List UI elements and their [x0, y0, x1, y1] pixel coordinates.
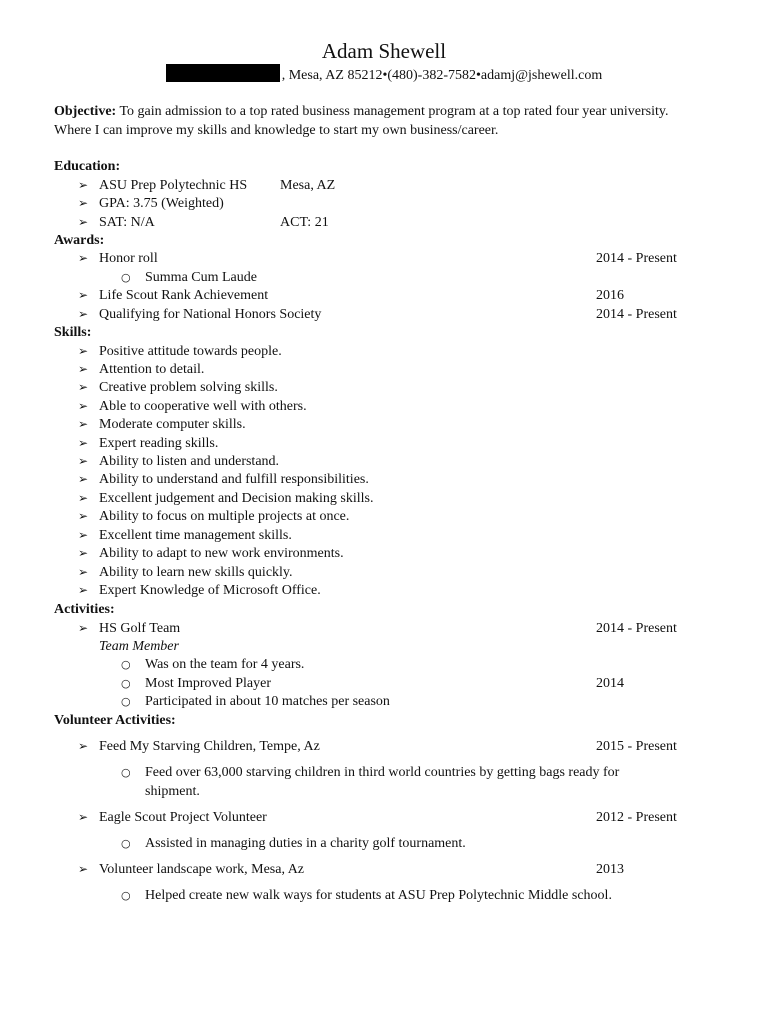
list-item: [0, 470, 768, 489]
redacted-address: [166, 64, 280, 82]
skill-text: Positive attitude towards people.: [99, 344, 282, 359]
list-item: [0, 674, 768, 693]
circle-bullet-icon: ○: [121, 271, 131, 284]
list-item: [0, 194, 768, 213]
skill-text: Ability to focus on multiple projects at once.: [99, 509, 350, 524]
arrow-bullet-icon: ➢: [78, 380, 89, 394]
volunteer-title: Volunteer landscape work, Mesa, Az: [99, 862, 305, 877]
arrow-bullet-icon: ➢: [78, 472, 89, 486]
list-item: [0, 415, 768, 434]
list-item: [0, 452, 768, 471]
skill-text: Ability to understand and fulfill responsibilities.: [99, 472, 369, 487]
arrow-bullet-icon: ➢: [78, 178, 89, 192]
arrow-bullet-icon: ➢: [78, 436, 89, 450]
list-item: [0, 342, 768, 361]
volunteer-title: Eagle Scout Project Volunteer: [99, 810, 267, 825]
education-gpa: GPA: 3.75 (Weighted): [99, 196, 224, 211]
objective-paragraph: [54, 102, 694, 140]
arrow-bullet-icon: ➢: [78, 288, 89, 302]
list-item: [0, 176, 768, 195]
circle-bullet-icon: ○: [121, 695, 131, 708]
circle-bullet-icon: ○: [121, 677, 131, 690]
education-school: ASU Prep Polytechnic HS: [99, 178, 248, 193]
education-heading: Education:: [54, 159, 121, 174]
list-item: [0, 763, 768, 799]
skill-text: Ability to learn new skills quickly.: [99, 565, 293, 580]
list-item: [0, 834, 768, 853]
circle-bullet-icon: ○: [121, 889, 131, 902]
contact-details: , Mesa, AZ 85212•(480)-382-7582•adamj@jshewell.com: [281, 68, 603, 83]
volunteer-date: 2012 - Present: [596, 810, 677, 825]
education-act: ACT: 21: [280, 215, 329, 230]
education-location: Mesa, AZ: [280, 178, 336, 193]
list-item: [0, 581, 768, 600]
skill-text: Attention to detail.: [99, 362, 205, 377]
list-item: [0, 886, 768, 905]
objective-text: To gain admission to a top rated business management program at a top rated four year university. Where I can improve my skills and knowledge to start my own business/career.: [54, 104, 669, 138]
skill-text: Moderate computer skills.: [99, 417, 246, 432]
candidate-name: Adam Shewell: [321, 39, 447, 63]
list-item: [0, 619, 768, 638]
volunteer-description: Helped create new walk ways for students at ASU Prep Polytechnic Middle school.: [145, 888, 612, 903]
list-item: [0, 489, 768, 508]
list-item: [0, 526, 768, 545]
activity-subitem: Was on the team for 4 years.: [145, 657, 305, 672]
activity-subitem: Most Improved Player: [145, 676, 271, 691]
arrow-bullet-icon: ➢: [78, 509, 89, 523]
activity-date: 2014 - Present: [596, 621, 677, 636]
circle-bullet-icon: ○: [121, 766, 131, 779]
circle-bullet-icon: ○: [121, 658, 131, 671]
arrow-bullet-icon: ➢: [78, 251, 89, 265]
list-item: [0, 286, 768, 305]
arrow-bullet-icon: ➢: [78, 739, 89, 753]
education-sat: SAT: N/A: [99, 215, 155, 230]
award-date: 2014 - Present: [596, 251, 677, 266]
arrow-bullet-icon: ➢: [78, 583, 89, 597]
circle-bullet-icon: ○: [121, 837, 131, 850]
skill-text: Able to cooperative well with others.: [99, 399, 307, 414]
list-item: [0, 378, 768, 397]
award-date: 2014 - Present: [596, 307, 677, 322]
list-item: [0, 249, 768, 268]
list-item: [0, 213, 768, 232]
award-title: Honor roll: [99, 251, 158, 266]
list-item: [0, 434, 768, 453]
arrow-bullet-icon: ➢: [78, 362, 89, 376]
volunteer-title: Feed My Starving Children, Tempe, Az: [99, 739, 320, 754]
volunteer-heading: Volunteer Activities:: [54, 713, 176, 728]
list-item: [0, 563, 768, 582]
volunteer-description: Assisted in managing duties in a charity golf tournament.: [145, 836, 466, 851]
arrow-bullet-icon: ➢: [78, 528, 89, 542]
education-heading-row: [0, 157, 768, 176]
list-item: [0, 507, 768, 526]
award-date: 2016: [596, 288, 624, 303]
award-title: Life Scout Rank Achievement: [99, 288, 269, 303]
list-item: [0, 655, 768, 674]
arrow-bullet-icon: ➢: [78, 417, 89, 431]
arrow-bullet-icon: ➢: [78, 862, 89, 876]
arrow-bullet-icon: ➢: [78, 399, 89, 413]
skill-text: Creative problem solving skills.: [99, 380, 278, 395]
skill-text: Expert reading skills.: [99, 436, 219, 451]
volunteer-date: 2013: [596, 862, 624, 877]
arrow-bullet-icon: ➢: [78, 196, 89, 210]
arrow-bullet-icon: ➢: [78, 621, 89, 635]
activities-heading-row: [0, 600, 768, 619]
activity-title: HS Golf Team: [99, 621, 181, 636]
skills-heading-row: [0, 323, 768, 342]
volunteer-description: Feed over 63,000 starving children in third world countries by getting bags ready for shipment.: [145, 765, 620, 799]
award-title: Qualifying for National Honors Society: [99, 307, 322, 322]
activity-role: Team Member: [99, 639, 179, 654]
list-item: [0, 808, 768, 827]
arrow-bullet-icon: ➢: [78, 810, 89, 824]
activity-role-row: [0, 637, 768, 656]
skill-text: Expert Knowledge of Microsoft Office.: [99, 583, 321, 598]
skill-text: Excellent time management skills.: [99, 528, 292, 543]
activity-subitem: Participated in about 10 matches per season: [145, 694, 390, 709]
arrow-bullet-icon: ➢: [78, 491, 89, 505]
activity-subitem-date: 2014: [596, 676, 624, 691]
list-item: [0, 305, 768, 324]
skill-text: Ability to adapt to new work environments.: [99, 546, 344, 561]
list-item: [0, 360, 768, 379]
skill-text: Excellent judgement and Decision making skills.: [99, 491, 374, 506]
list-item: [0, 544, 768, 563]
volunteer-heading-row: [0, 711, 768, 730]
skill-text: Ability to listen and understand.: [99, 454, 280, 469]
arrow-bullet-icon: ➢: [78, 307, 89, 321]
list-item: [0, 268, 768, 287]
awards-heading-row: [0, 231, 768, 250]
arrow-bullet-icon: ➢: [78, 344, 89, 358]
arrow-bullet-icon: ➢: [78, 454, 89, 468]
objective-label: Objective:: [54, 104, 117, 119]
activities-heading: Activities:: [54, 602, 115, 617]
awards-heading: Awards:: [54, 233, 105, 248]
arrow-bullet-icon: ➢: [78, 215, 89, 229]
volunteer-date: 2015 - Present: [596, 739, 677, 754]
award-subitem: Summa Cum Laude: [145, 270, 257, 285]
list-item: [0, 737, 768, 756]
arrow-bullet-icon: ➢: [78, 565, 89, 579]
list-item: [0, 692, 768, 711]
list-item: [0, 397, 768, 416]
contact-line: [0, 64, 768, 86]
skills-heading: Skills:: [54, 325, 92, 340]
arrow-bullet-icon: ➢: [78, 546, 89, 560]
list-item: [0, 860, 768, 879]
